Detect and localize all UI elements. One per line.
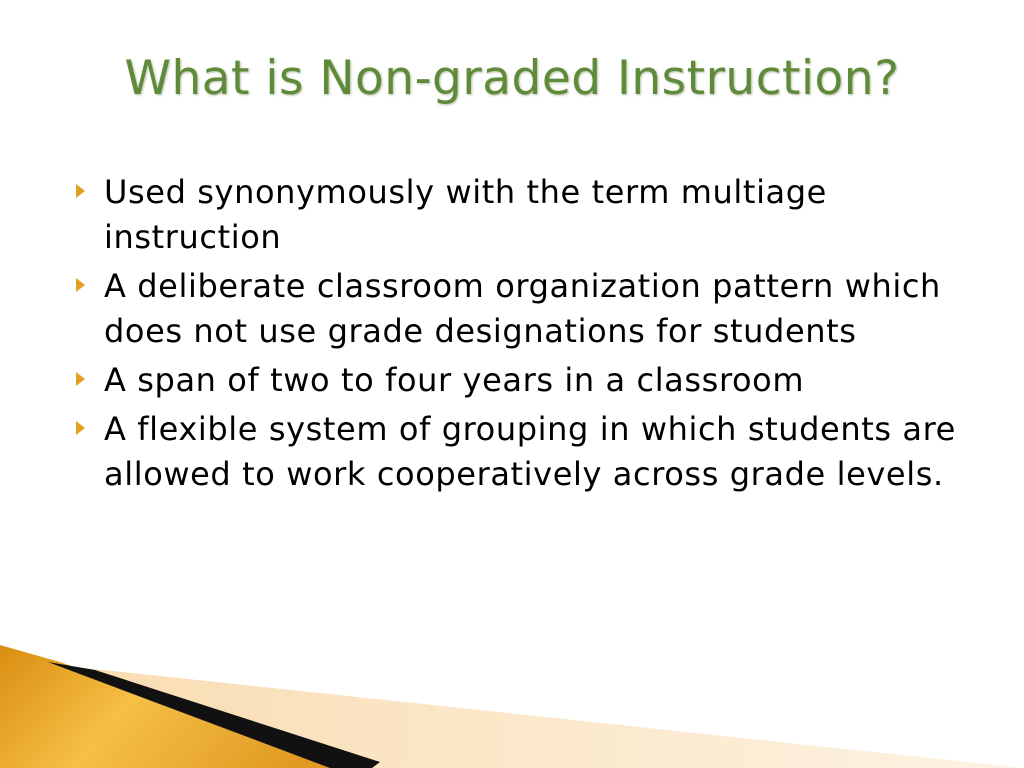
bullet-text: A flexible system of grouping in which students are allowed to work cooperatively across grade levels. [104,410,956,493]
bullet-text: A span of two to four years in a classroom [104,361,805,399]
bullet-list [76,170,956,501]
bullet-item [76,358,956,403]
bullet-item [76,264,956,354]
cream-band [40,668,1024,768]
arrow-bullet-icon [76,372,85,386]
bullet-text: A deliberate classroom organization pattern which does not use grade designations for students [104,267,941,350]
slide-title: What is Non-graded Instruction? [124,51,900,106]
bullet-text: Used synonymously with the term multiage instruction [104,173,827,256]
gold-band [0,645,370,768]
arrow-bullet-icon [76,421,85,435]
arrow-bullet-icon [76,184,85,198]
bullet-item [76,170,956,260]
bullet-item [76,407,956,497]
black-band [48,662,380,768]
arrow-bullet-icon [76,278,85,292]
